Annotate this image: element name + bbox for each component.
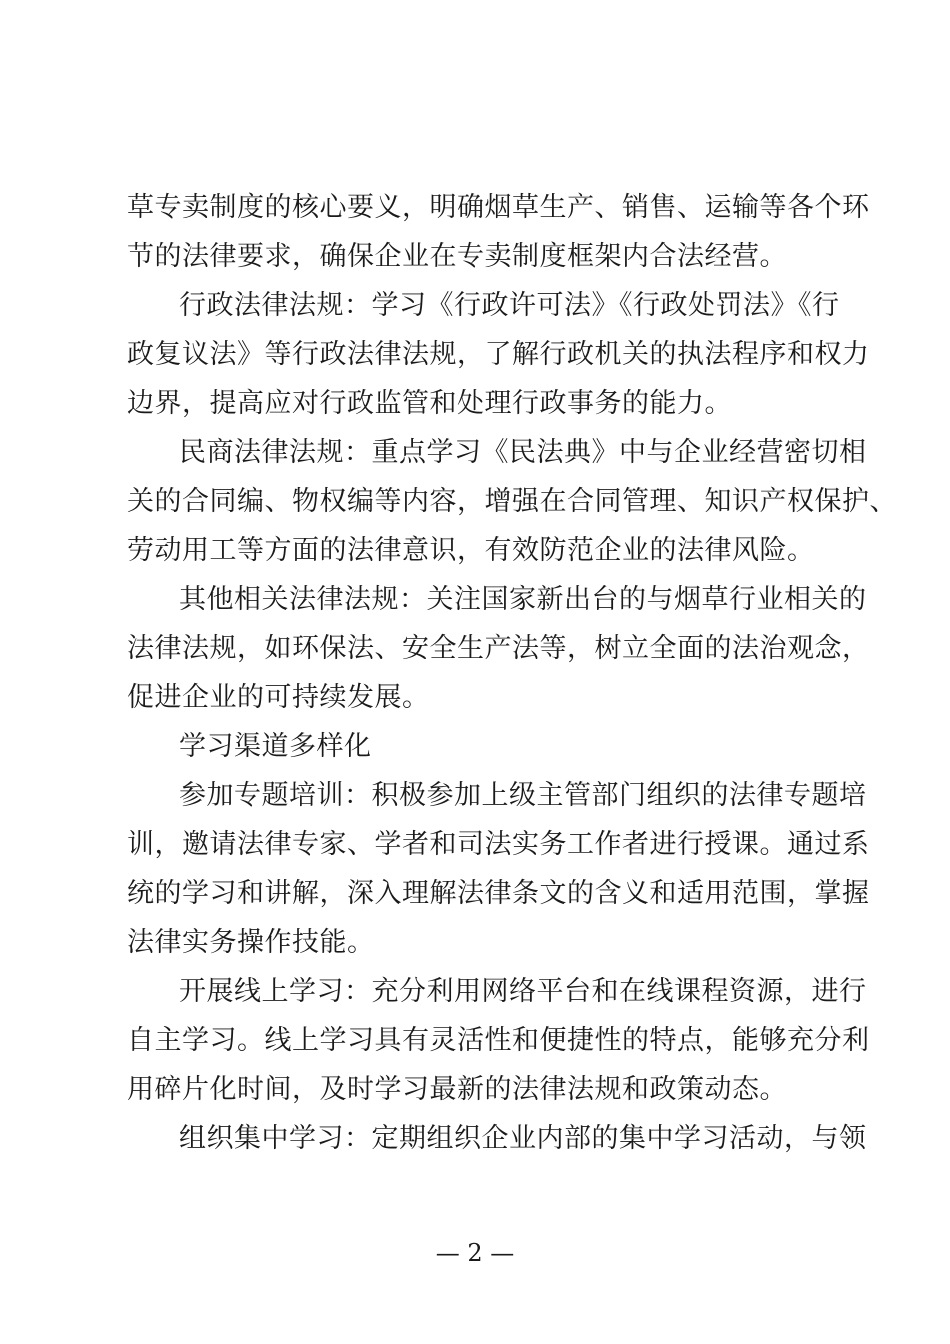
text-line: 关的合同编、物权编等内容，增强在合同管理、知识产权保护、: [127, 486, 897, 517]
text-line: 自主学习。线上学习具有灵活性和便捷性的特点，能够充分利: [127, 1025, 870, 1056]
text-line: 草专卖制度的核心要义，明确烟草生产、销售、运输等各个环: [127, 192, 870, 223]
text-line: 开展线上学习：充分利用网络平台和在线课程资源，进行: [179, 976, 867, 1007]
section-heading: [127, 722, 837, 771]
paragraph-special-training: [127, 771, 870, 967]
text-line: 用碎片化时间，及时学习最新的法律法规和政策动态。: [127, 1074, 787, 1105]
text-line: 学习渠道多样化: [179, 731, 372, 762]
text-line: 参加专题培训：积极参加上级主管部门组织的法律专题培: [179, 780, 867, 811]
text-line: 促进企业的可持续发展。: [127, 682, 430, 713]
text-line: 行政法律法规：学习《行政许可法》《行政处罚法》《行: [179, 290, 840, 321]
text-line: 统的学习和讲解，深入理解法律条文的含义和适用范围，掌握: [127, 878, 870, 909]
text-line: 节的法律要求，确保企业在专卖制度框架内合法经营。: [127, 241, 787, 272]
text-line: 法律法规，如环保法、安全生产法等，树立全面的法治观念，: [127, 633, 870, 664]
text-line: 法律实务操作技能。: [127, 927, 375, 958]
paragraph-civil-commercial-law: [127, 428, 897, 575]
text-line: 政复议法》等行政法律法规，了解行政机关的执法程序和权力: [127, 339, 870, 370]
paragraph-group-learning: [127, 1114, 867, 1163]
text-line: 边界，提高应对行政监管和处理行政事务的能力。: [127, 388, 732, 419]
page-number: — 2 —: [435, 1239, 515, 1267]
text-line: 其他相关法律法规：关注国家新出台的与烟草行业相关的: [179, 584, 867, 615]
text-line: 劳动用工等方面的法律意识，有效防范企业的法律风险。: [127, 535, 815, 566]
paragraph-administrative-law: [127, 281, 870, 428]
body-text: [127, 183, 897, 1163]
paragraph-continuation: [127, 183, 870, 281]
paragraph-online-learning: [127, 967, 870, 1114]
text-line: 民商法律法规：重点学习《民法典》中与企业经营密切相: [179, 437, 867, 468]
text-line: 组织集中学习：定期组织企业内部的集中学习活动，与领: [179, 1123, 867, 1154]
text-line: 训，邀请法律专家、学者和司法实务工作者进行授课。通过系: [127, 829, 870, 860]
paragraph-other-laws: [127, 575, 870, 722]
